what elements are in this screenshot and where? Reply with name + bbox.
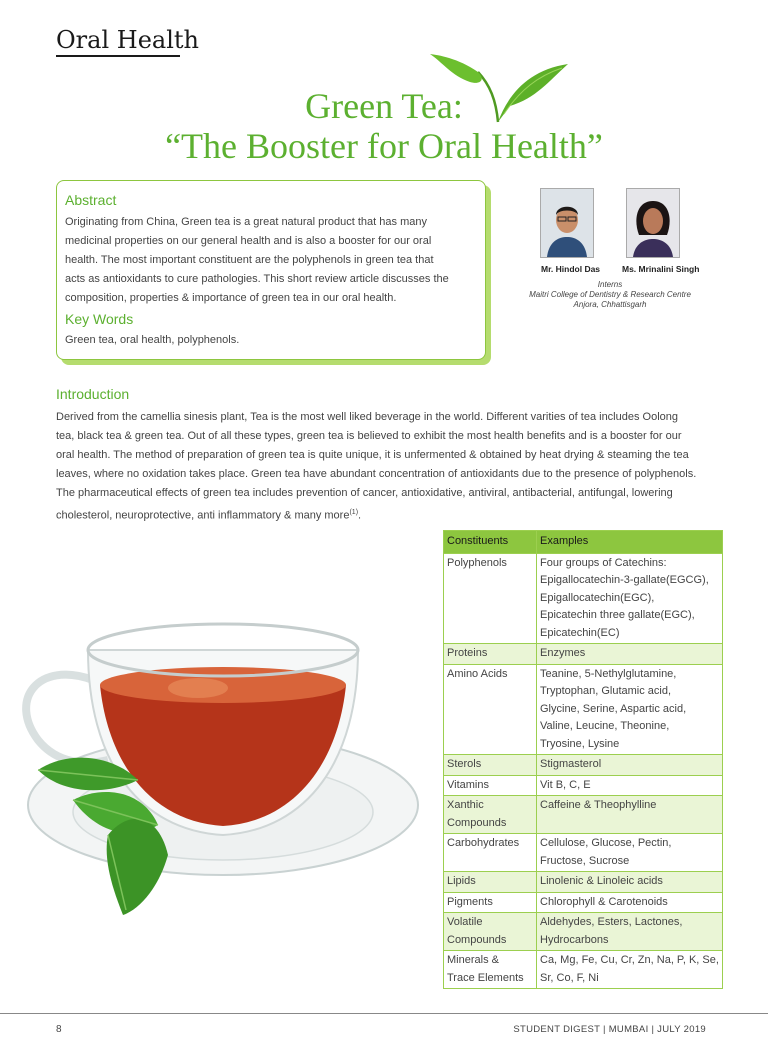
table-row [444, 755, 723, 776]
constituent-cell [444, 892, 537, 913]
author-role: Interns [597, 280, 623, 289]
example-line: Tryptophan, Glutamic acid, [540, 685, 672, 697]
constituent-line: Lipids [447, 875, 476, 887]
table-row [444, 913, 723, 951]
section-title: Oral Health [56, 26, 199, 54]
example-cell [537, 553, 723, 644]
example-cell [537, 755, 723, 776]
example-line: Tryosine, Lysine [540, 737, 620, 750]
abstract-line: acts as antioxidants to cure pathologies. This short review article discusses the [65, 273, 449, 285]
constituent-cell [444, 796, 537, 834]
example-line: Four groups of Catechins: [540, 556, 667, 569]
table-row [444, 892, 723, 913]
example-line: Epigallocatechin(EGC), [540, 591, 655, 604]
table-header-row [444, 531, 723, 554]
example-line: Chlorophyll & Carotenoids [540, 895, 668, 908]
constituent-line: Vitamins [447, 778, 489, 791]
example-cell [537, 951, 723, 989]
example-cell [537, 872, 723, 893]
constituent-line: Trace Elements [447, 971, 524, 984]
example-line: Hydrocarbons [540, 933, 609, 946]
introduction-heading: Introduction [56, 386, 130, 402]
author-photo-mrinalini [626, 188, 680, 258]
example-line: Vit B, C, E [540, 778, 591, 791]
constituent-cell [444, 951, 537, 989]
constituent-cell [444, 644, 537, 665]
example-line: Epicatechin(EC) [540, 626, 620, 639]
avatar [627, 189, 679, 257]
constituent-line: Polyphenols [447, 556, 507, 569]
constituent-cell [444, 834, 537, 872]
page-number: 8 [56, 1024, 62, 1035]
table-row [444, 644, 723, 665]
constituent-cell [444, 913, 537, 951]
example-line: Valine, Leucine, Theonine, [540, 720, 670, 732]
constituent-line: Volatile [447, 916, 483, 928]
keywords-heading: Key Words [65, 311, 134, 327]
constituent-cell [444, 755, 537, 776]
constituent-cell [444, 872, 537, 893]
author-photo-hindol [540, 188, 594, 258]
avatar [541, 189, 593, 257]
example-line: Glycine, Serine, Aspartic acid, [540, 702, 687, 715]
constituent-cell [444, 664, 537, 755]
example-line: Stigmasterol [540, 758, 602, 770]
constituent-line: Carbohydrates [447, 837, 520, 849]
abstract-line: health. The most important constituent are the polyphenols in green tea that [65, 254, 434, 266]
example-cell [537, 834, 723, 872]
constituent-line: Amino Acids [447, 667, 508, 680]
table-body [444, 553, 723, 989]
green-tea-cup-image [8, 590, 428, 930]
example-line: Aldehydes, Esters, Lactones, [540, 916, 683, 928]
example-line: Linolenic & Linoleic acids [540, 875, 663, 887]
constituent-line: Xanthic [447, 799, 484, 811]
abstract-line: composition, properties & importance of green tea in our oral health. [65, 292, 397, 304]
intro-line-last [56, 503, 722, 526]
example-cell [537, 796, 723, 834]
table-row [444, 872, 723, 893]
abstract-line: medicinal properties on our general health and is also a booster for our oral [65, 235, 432, 247]
column-header-examples: Examples [537, 531, 723, 554]
journal-info: STUDENT DIGEST | MUMBAI | JULY 2019 [513, 1024, 706, 1035]
constituent-line: Compounds [447, 933, 507, 946]
column-header-constituents: Constituents [444, 531, 537, 554]
example-cell [537, 644, 723, 665]
example-line: Epicatechin three gallate(EGC), [540, 609, 695, 621]
intro-line: tea, black tea & green tea. Out of all these types, green tea is believed to exhibit the most health benefits and is a booster for our [56, 430, 682, 442]
citation-ref: (1) [349, 509, 359, 516]
constituent-line: Sterols [447, 758, 482, 770]
constituent-line: Compounds [447, 816, 507, 829]
intro-line: oral health. The method of preparation of green tea is quite unique, it is unfermented & obtained by heat drying & steaming the tea [56, 449, 689, 461]
author-institution: Maitri College of Dentistry & Research Centre [529, 290, 691, 299]
example-line: Enzymes [540, 647, 586, 659]
table-row [444, 664, 723, 755]
example-line: Caffeine & Theophylline [540, 799, 657, 811]
constituent-line: Proteins [447, 647, 488, 659]
footer-rule [0, 1013, 768, 1014]
example-cell [537, 775, 723, 796]
keywords-text: Green tea, oral health, polyphenols. [65, 334, 240, 346]
table-row [444, 951, 723, 989]
intro-line: The pharmaceutical effects of green tea includes prevention of cancer, antioxidative, antiviral, antibacterial, antifungal, lowering [56, 487, 673, 499]
section-underline [56, 55, 180, 57]
author-location: Anjora, Chhattisgarh [573, 300, 647, 309]
constituent-cell [444, 775, 537, 796]
table-row [444, 775, 723, 796]
example-line: Epigallocatechin-3-gallate(EGCG), [540, 574, 709, 586]
intro-period: . [358, 509, 362, 522]
table-row [444, 834, 723, 872]
intro-line: Derived from the camellia sinesis plant, Tea is the most well liked beverage in the world. Different varities of tea includes Oolong [56, 411, 679, 423]
constituents-table [443, 530, 723, 989]
example-line: Teanine, 5-Nethylglutamine, [540, 667, 677, 680]
table-row [444, 553, 723, 644]
abstract-box [56, 180, 486, 360]
constituent-cell [444, 553, 537, 644]
constituent-line: Pigments [447, 895, 493, 908]
example-cell [537, 892, 723, 913]
abstract-line: Originating from China, Green tea is a great natural product that has many [65, 216, 427, 228]
article-title-line1: Green Tea: [305, 86, 463, 126]
constituent-line: Minerals & [447, 954, 499, 966]
example-line: Sr, Co, F, Ni [540, 971, 599, 984]
example-cell [537, 664, 723, 755]
article-title-line2: “The Booster for Oral Health” [165, 126, 603, 166]
author-name-1: Mr. Hindol Das [541, 264, 601, 274]
abstract-text [65, 213, 477, 308]
intro-line: leaves, where no oxidation takes place. Green tea have abundant concentration of antioxidants due to the presence of polyphenols. [56, 468, 697, 480]
intro-last-text: cholesterol, neuroprotective, anti inflammatory & many more [56, 509, 350, 522]
example-cell [537, 913, 723, 951]
example-line: Cellulose, Glucose, Pectin, [540, 837, 672, 849]
example-line: Ca, Mg, Fe, Cu, Cr, Zn, Na, P, K, Se, [540, 954, 719, 966]
introduction-text [56, 408, 722, 526]
abstract-heading: Abstract [65, 192, 117, 208]
table-row [444, 796, 723, 834]
author-name-2: Ms. Mrinalini Singh [622, 264, 700, 274]
example-line: Fructose, Sucrose [540, 854, 630, 867]
